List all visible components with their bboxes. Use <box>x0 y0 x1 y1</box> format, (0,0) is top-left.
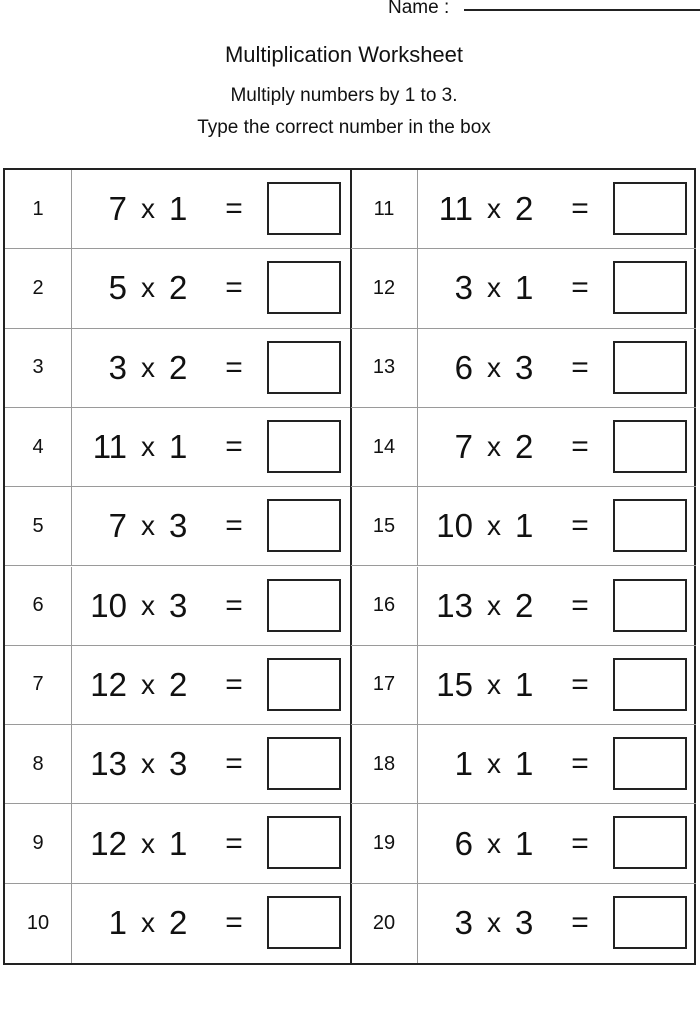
multiplier: 2 <box>169 665 188 703</box>
problem-expression <box>417 646 696 724</box>
times-sign: x <box>141 668 155 700</box>
equals-sign: = <box>225 906 243 940</box>
answer-box[interactable] <box>613 896 687 949</box>
problem-number: 18 <box>351 725 418 803</box>
multiplier: 2 <box>169 348 188 386</box>
multiplier: 3 <box>515 348 534 386</box>
multiplicand: 6 <box>454 824 473 862</box>
answer-box[interactable] <box>613 499 687 552</box>
answer-box[interactable] <box>267 816 341 869</box>
answer-box[interactable] <box>613 261 687 314</box>
equals-sign: = <box>225 192 243 226</box>
multiplicand: 7 <box>454 428 473 466</box>
problem-row <box>351 408 696 487</box>
problem-number: 5 <box>5 487 72 565</box>
multiplier: 1 <box>515 665 534 703</box>
times-sign: x <box>141 351 155 383</box>
problem-row <box>5 487 350 566</box>
answer-box[interactable] <box>613 579 687 632</box>
equals-sign: = <box>571 826 589 860</box>
problem-expression <box>417 567 696 645</box>
problem-number: 2 <box>5 249 72 327</box>
problem-row <box>351 725 696 804</box>
problem-row <box>351 249 696 328</box>
problem-number: 6 <box>5 567 72 645</box>
problem-expression <box>417 408 696 486</box>
answer-box[interactable] <box>613 420 687 473</box>
times-sign: x <box>141 589 155 621</box>
multiplier: 1 <box>515 507 534 545</box>
equals-sign: = <box>225 747 243 781</box>
times-sign: x <box>141 193 155 225</box>
problem-column-right <box>351 170 696 963</box>
problem-expression <box>417 249 696 327</box>
problem-number: 15 <box>351 487 418 565</box>
problem-row <box>351 170 696 249</box>
problem-expression <box>71 567 350 645</box>
problem-expression <box>417 884 696 963</box>
problem-number: 3 <box>5 329 72 407</box>
multiplier: 1 <box>169 190 188 228</box>
multiplicand: 10 <box>90 586 127 624</box>
problem-expression <box>71 329 350 407</box>
times-sign: x <box>487 351 501 383</box>
answer-box[interactable] <box>267 261 341 314</box>
equals-sign: = <box>225 826 243 860</box>
answer-box[interactable] <box>267 499 341 552</box>
problem-number: 14 <box>351 408 418 486</box>
problem-number: 1 <box>5 170 72 248</box>
multiplicand: 5 <box>108 269 127 307</box>
times-sign: x <box>141 510 155 542</box>
problem-row <box>5 249 350 328</box>
problem-number: 7 <box>5 646 72 724</box>
equals-sign: = <box>571 350 589 384</box>
name-input-line[interactable] <box>464 9 700 11</box>
multiplicand: 3 <box>454 269 473 307</box>
problem-row <box>5 567 350 646</box>
name-field-row <box>388 0 700 20</box>
multiplier: 2 <box>169 904 188 942</box>
times-sign: x <box>487 272 501 304</box>
multiplicand: 12 <box>90 665 127 703</box>
multiplicand: 1 <box>108 904 127 942</box>
times-sign: x <box>141 827 155 859</box>
equals-sign: = <box>571 509 589 543</box>
answer-box[interactable] <box>267 579 341 632</box>
problem-number: 4 <box>5 408 72 486</box>
problem-row <box>351 329 696 408</box>
multiplier: 1 <box>169 428 188 466</box>
problem-number: 16 <box>351 567 418 645</box>
problem-expression <box>71 646 350 724</box>
times-sign: x <box>141 431 155 463</box>
problem-expression <box>417 487 696 565</box>
answer-box[interactable] <box>267 182 341 235</box>
problem-number: 10 <box>5 884 72 963</box>
equals-sign: = <box>571 192 589 226</box>
multiplier: 1 <box>515 269 534 307</box>
multiplier: 2 <box>515 586 534 624</box>
worksheet-title: Multiplication Worksheet <box>224 42 464 67</box>
equals-sign: = <box>571 747 589 781</box>
times-sign: x <box>141 907 155 939</box>
equals-sign: = <box>571 906 589 940</box>
multiplicand: 15 <box>436 665 473 703</box>
problem-row <box>351 567 696 646</box>
equals-sign: = <box>571 430 589 464</box>
answer-box[interactable] <box>613 737 687 790</box>
problem-row <box>5 408 350 487</box>
problem-row <box>351 804 696 883</box>
multiplicand: 11 <box>92 428 127 466</box>
problem-row <box>5 170 350 249</box>
problem-number: 12 <box>351 249 418 327</box>
multiplier: 1 <box>169 824 188 862</box>
multiplicand: 6 <box>454 348 473 386</box>
equals-sign: = <box>225 271 243 305</box>
multiplier: 2 <box>169 269 188 307</box>
equals-sign: = <box>571 588 589 622</box>
answer-box[interactable] <box>267 658 341 711</box>
problem-expression <box>71 487 350 565</box>
times-sign: x <box>141 272 155 304</box>
answer-box[interactable] <box>267 896 341 949</box>
times-sign: x <box>487 510 501 542</box>
answer-box[interactable] <box>613 816 687 869</box>
multiplier: 3 <box>169 586 188 624</box>
answer-box[interactable] <box>267 341 341 394</box>
multiplier: 3 <box>515 904 534 942</box>
equals-sign: = <box>225 509 243 543</box>
problem-expression <box>71 804 350 882</box>
multiplier: 2 <box>515 190 534 228</box>
problem-number: 13 <box>351 329 418 407</box>
problem-expression <box>417 329 696 407</box>
worksheet-instructions: Type the correct number in the box <box>197 117 491 138</box>
equals-sign: = <box>225 430 243 464</box>
problem-number: 8 <box>5 725 72 803</box>
problem-expression <box>417 725 696 803</box>
problem-row <box>351 487 696 566</box>
answer-box[interactable] <box>613 182 687 235</box>
times-sign: x <box>487 589 501 621</box>
equals-sign: = <box>571 271 589 305</box>
problem-number: 9 <box>5 804 72 882</box>
multiplicand: 3 <box>108 348 127 386</box>
problem-expression <box>71 249 350 327</box>
multiplier: 1 <box>515 745 534 783</box>
problem-expression <box>71 884 350 963</box>
problem-expression <box>417 170 696 248</box>
times-sign: x <box>141 748 155 780</box>
multiplicand: 11 <box>438 190 473 228</box>
times-sign: x <box>487 431 501 463</box>
problem-row <box>5 725 350 804</box>
problem-number: 19 <box>351 804 418 882</box>
multiplier: 2 <box>515 428 534 466</box>
problem-row <box>351 884 696 963</box>
equals-sign: = <box>225 667 243 701</box>
multiplicand: 7 <box>108 507 127 545</box>
times-sign: x <box>487 827 501 859</box>
multiplicand: 3 <box>454 904 473 942</box>
multiplicand: 1 <box>454 745 473 783</box>
problem-column-left <box>5 170 352 963</box>
equals-sign: = <box>225 588 243 622</box>
times-sign: x <box>487 907 501 939</box>
problem-expression <box>71 408 350 486</box>
times-sign: x <box>487 193 501 225</box>
problem-number: 20 <box>351 884 418 963</box>
multiplicand: 7 <box>108 190 127 228</box>
multiplier: 1 <box>515 824 534 862</box>
problem-row <box>5 329 350 408</box>
multiplier: 3 <box>169 745 188 783</box>
equals-sign: = <box>571 667 589 701</box>
problem-expression <box>71 170 350 248</box>
answer-box[interactable] <box>267 420 341 473</box>
problem-row <box>351 646 696 725</box>
times-sign: x <box>487 748 501 780</box>
multiplicand: 12 <box>90 824 127 862</box>
answer-box[interactable] <box>267 737 341 790</box>
worksheet-subtitle: Multiply numbers by 1 to 3. <box>230 85 458 106</box>
problem-expression <box>71 725 350 803</box>
problem-grid <box>3 168 696 965</box>
multiplier: 3 <box>169 507 188 545</box>
name-label: Name : <box>388 0 450 18</box>
problem-row <box>5 804 350 883</box>
multiplicand: 10 <box>436 507 473 545</box>
problem-expression <box>417 804 696 882</box>
answer-box[interactable] <box>613 341 687 394</box>
problem-row <box>5 884 350 963</box>
problem-number: 11 <box>351 170 418 248</box>
equals-sign: = <box>225 350 243 384</box>
problem-number: 17 <box>351 646 418 724</box>
multiplicand: 13 <box>436 586 473 624</box>
answer-box[interactable] <box>613 658 687 711</box>
problem-row <box>5 646 350 725</box>
multiplicand: 13 <box>90 745 127 783</box>
times-sign: x <box>487 668 501 700</box>
